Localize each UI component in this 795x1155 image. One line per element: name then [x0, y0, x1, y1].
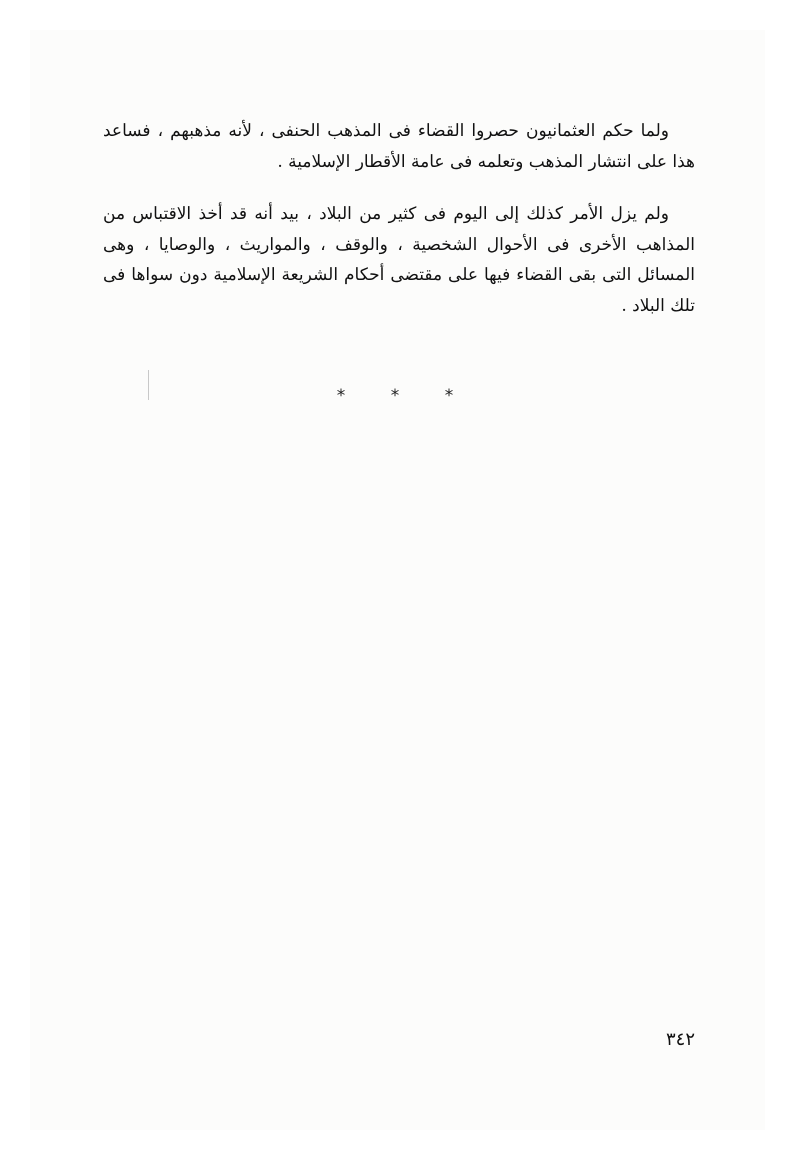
paragraph-ottoman-hanafi: [103, 116, 695, 177]
page-number: ٣٤٢: [665, 1029, 695, 1050]
paragraph-other-schools: [103, 199, 695, 321]
section-separator: [330, 386, 460, 406]
asterisk-ornament: *: [444, 386, 454, 406]
paragraph-text: ولما حكم العثمانيون حصروا القضاء فى المذهب الحنفى ، لأنه مذهبهم ، فساعد هذا على انتشار المذهب وتعلمه فى عامة الأقطار الإسلامية .: [103, 121, 695, 172]
paragraph-text: ولم يزل الأمر كذلك إلى اليوم فى كثير من البلاد ، بيد أنه قد أخذ الاقتباس من المذاهب الأخرى فى الأحوال الشخصية ، والوقف ، والمواريث ، والوصايا ، وهى المسائل التى بقى القضاء فيها على مقتضى أحكام الشريعة الإسلامية دون سواها فى تلك البلاد .: [103, 204, 695, 316]
asterisk-ornament: *: [390, 386, 400, 406]
scan-mark: [148, 370, 149, 400]
asterisk-ornament: *: [336, 386, 346, 406]
page-background: [30, 30, 765, 1130]
